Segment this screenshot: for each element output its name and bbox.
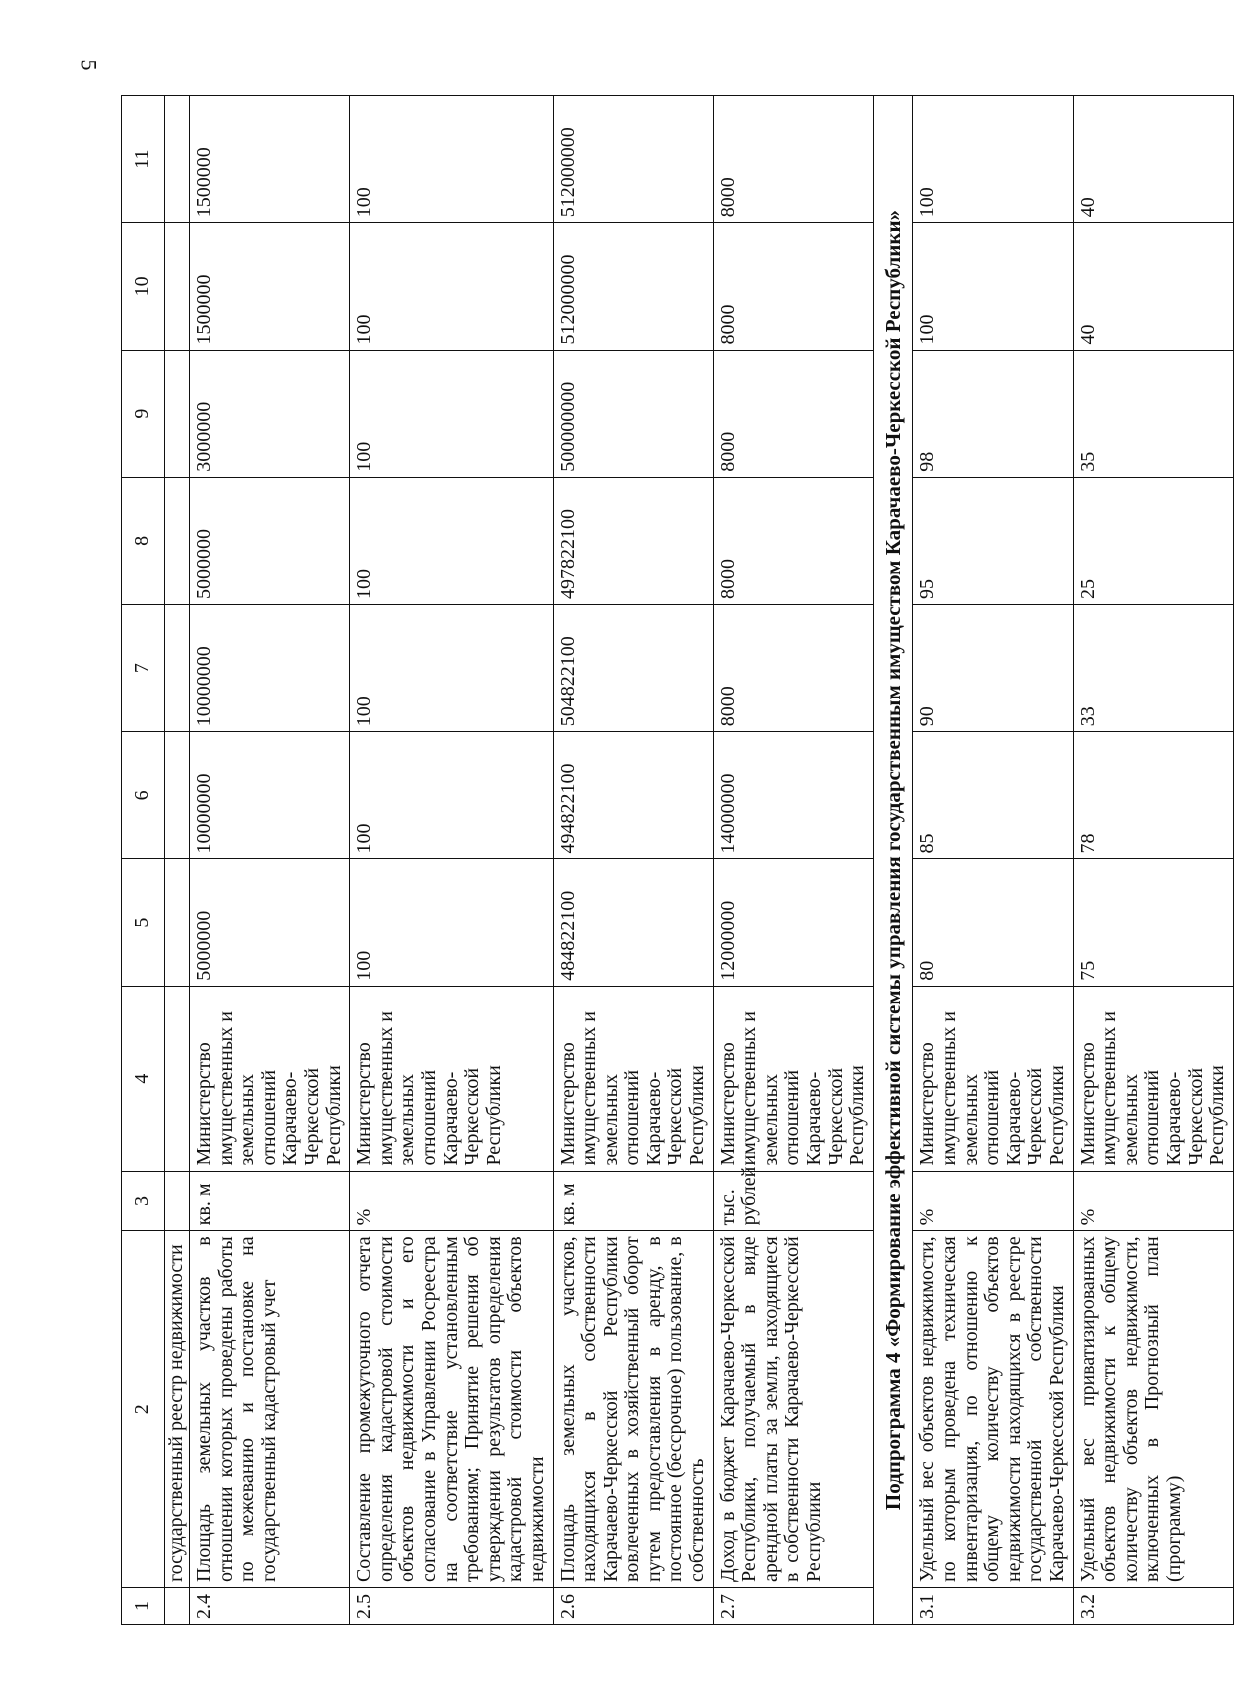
header-cell: 8 [122,477,165,604]
value-cell: 5000000 [190,859,350,986]
table-row [913,96,1073,1625]
value-cell: 35 [1073,350,1233,477]
rotated-page-viewport [121,95,1229,1625]
indicator-text: Составление промежуточного отчета определения кадастровой стоимости объектов недвижимости и его согласование в Управлении Росреестра на соответствие установленным требованиям; Принятие решения об утверждении результатов определения кадастровой стоимости объектов недвижимости [350,1231,553,1588]
value-cell: 90 [913,604,1073,731]
table-body-b [913,96,1233,1625]
value-cell: 80 [913,859,1073,986]
value-cell: 100 [350,477,553,604]
value-cell: 33 [1073,604,1233,731]
table-row [1073,96,1233,1625]
unit-text: % [913,1171,1073,1231]
unit-text: кв. м [553,1171,713,1231]
value-cell: 1500000 [190,96,350,223]
value-cell: 100 [913,96,1073,223]
table-row [350,96,553,1625]
value-cell: 12000000 [713,859,873,986]
executor-text: Министерство имущественных и земельных отношений Карачаево-Черкесской Республики [713,986,873,1171]
header-cell: 1 [122,1588,165,1625]
header-cell: 7 [122,604,165,731]
indicator-text: Удельный вес объектов недвижимости, по которым проведена техническая инвентаризация, по отношению к общему количеству объектов недвижимости находящихся в реестре государственной собственности Карачаево-Черкесской Республики [913,1231,1073,1588]
continuation-row [165,96,190,1625]
empty-cell [165,350,190,477]
indicator-text: Удельный вес приватизированных объектов недвижимости к общему количеству объектов недвижимости, включенных в Прогнозный план (программу) [1073,1231,1233,1588]
value-cell: 40 [1073,223,1233,350]
section-title: Подпрограмма 4 «Формирование эффективной системы управления государственным имуществом Карачаево-Черкесской Республики» [873,96,913,1625]
row-number: 3.2 [1073,1588,1233,1625]
value-cell: 25 [1073,477,1233,604]
header-cell: 9 [122,350,165,477]
value-cell: 10000000 [190,732,350,859]
header-cell: 10 [122,223,165,350]
value-cell: 512000000 [553,223,713,350]
value-cell: 10000000 [190,604,350,731]
unit-text: % [350,1171,553,1231]
value-cell: 100 [350,604,553,731]
value-cell: 100 [350,96,553,223]
row-number: 2.6 [553,1588,713,1625]
indicator-text: Доход в бюджет Карачаево-Черкесской Республики, получаемый в виде арендной платы за земли, находящиеся в собственности Карачаево-Черкесской Республики [713,1231,873,1588]
row-number: 2.7 [713,1588,873,1625]
section-body [873,96,913,1625]
value-cell: 504822100 [553,604,713,731]
header-row [122,96,165,1625]
row-number: 3.1 [913,1588,1073,1625]
value-cell: 8000 [713,223,873,350]
value-cell: 512000000 [553,96,713,223]
value-cell: 40 [1073,96,1233,223]
value-cell: 75 [1073,859,1233,986]
value-cell: 3000000 [190,350,350,477]
header-cell: 5 [122,859,165,986]
empty-cell [165,732,190,859]
section-row [873,96,913,1625]
unit-text: % [1073,1171,1233,1231]
header-cell: 3 [122,1171,165,1231]
empty-cell [165,96,190,223]
value-cell: 484822100 [553,859,713,986]
value-cell: 100 [350,223,553,350]
executor-text: Министерство имущественных и земельных отношений Карачаево-Черкесской Республики [913,986,1073,1171]
empty-cell [165,604,190,731]
empty-cell [165,477,190,604]
value-cell: 100 [913,223,1073,350]
table-body-a [165,96,874,1625]
value-cell: 8000 [713,96,873,223]
executor-text: Министерство имущественных и земельных отношений Карачаево-Черкесской Республики [553,986,713,1171]
row-number: 2.5 [350,1588,553,1625]
empty-cell [165,1588,190,1625]
value-cell: 8000 [713,604,873,731]
header-cell: 6 [122,732,165,859]
value-cell: 95 [913,477,1073,604]
value-cell: 500000000 [553,350,713,477]
value-cell: 98 [913,350,1073,477]
indicator-text: Площадь земельных участков в отношении которых проведены работы по межеванию и постановке на государственный кадастровый учет [190,1231,350,1588]
value-cell: 497822100 [553,477,713,604]
executor-text: Министерство имущественных и земельных отношений Карачаево-Черкесской Республики [1073,986,1233,1171]
value-cell: 14000000 [713,732,873,859]
value-cell: 78 [1073,732,1233,859]
value-cell: 100 [350,732,553,859]
header-cell: 2 [122,1231,165,1588]
value-cell: 8000 [713,477,873,604]
table-row [713,96,873,1625]
executor-text: Министерство имущественных и земельных отношений Карачаево-Черкесской Республики [350,986,553,1171]
value-cell: 100 [350,350,553,477]
empty-cell [165,859,190,986]
indicators-table [121,95,1234,1625]
rotated-table-container [121,95,1229,1625]
value-cell: 1500000 [190,223,350,350]
header-cell: 11 [122,96,165,223]
empty-cell [165,1171,190,1231]
indicator-text: Площадь земельных участков, находящихся в собственности Карачаево-Черкесской Республики вовлеченных в хозяйственный оборот путем предоставления в аренду, в постоянное (бессрочное) пользование, в собственность [553,1231,713,1588]
empty-cell [165,986,190,1171]
unit-text: кв. м [190,1171,350,1231]
header-cell: 4 [122,986,165,1171]
unit-text: тыс. рублей [713,1171,873,1231]
executor-text: Министерство имущественных и земельных отношений Карачаево-Черкесской Республики [190,986,350,1171]
row-number: 2.4 [190,1588,350,1625]
value-cell: 8000 [713,350,873,477]
value-cell: 85 [913,732,1073,859]
value-cell: 100 [350,859,553,986]
table-row [190,96,350,1625]
empty-cell [165,223,190,350]
value-cell: 5000000 [190,477,350,604]
continuation-text: государственный реестр недвижимости [165,1231,190,1588]
table-row [553,96,713,1625]
value-cell: 494822100 [553,732,713,859]
page-number: 5 [76,59,102,71]
